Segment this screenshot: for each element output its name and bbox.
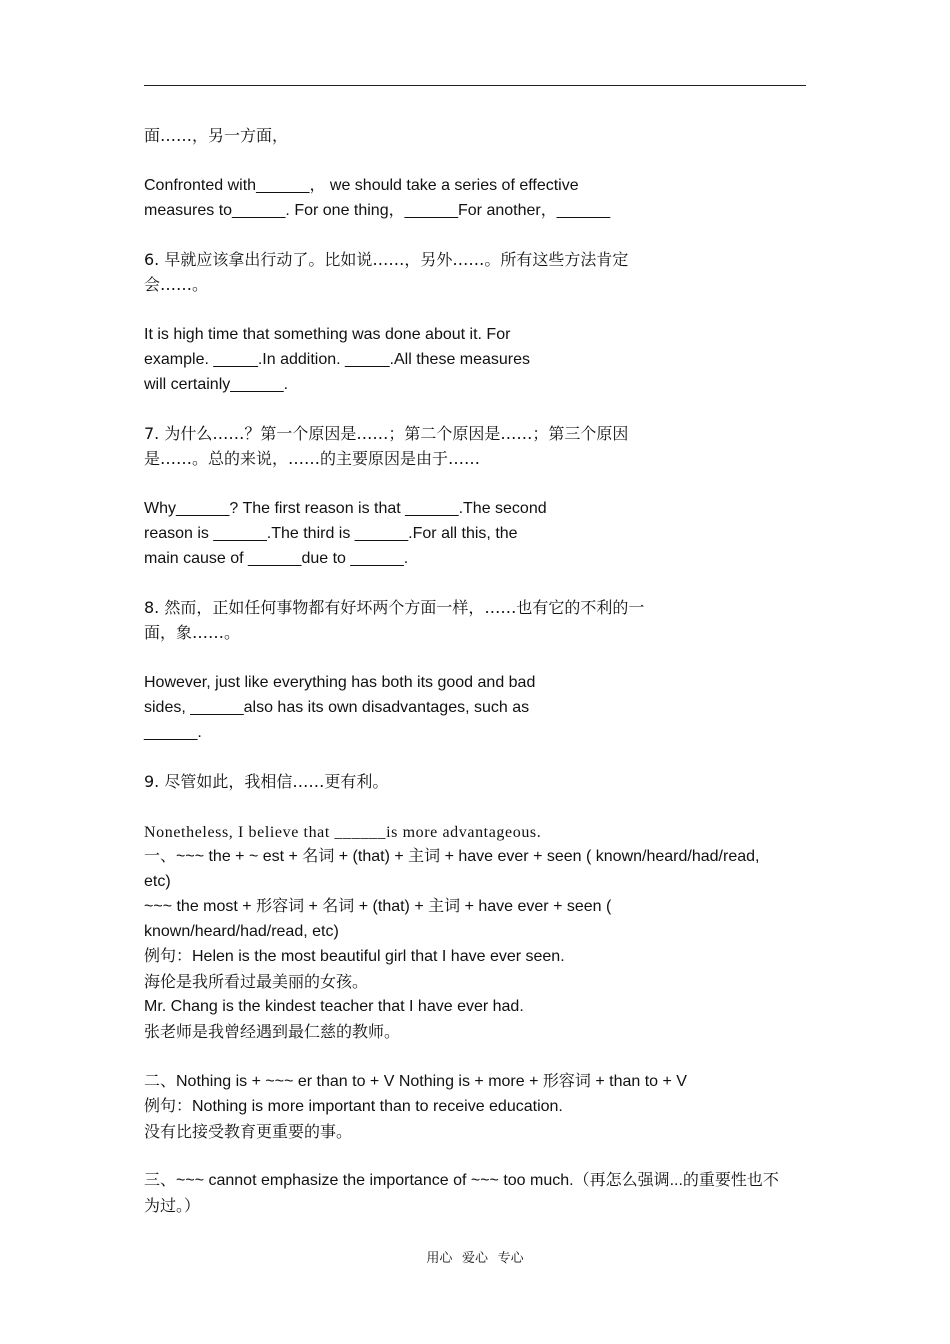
text-line: Confronted with______， we should take a series of effective (144, 177, 579, 194)
text-line: 张老师是我曾经遇到最仁慈的教师。 (144, 1022, 401, 1041)
text-line: ~~~ the most + 形容词 + 名词 + (that) + 主词 + have ever + seen ( (144, 898, 612, 915)
text-line: sides, ______also has its own disadvantages, such as (144, 699, 530, 716)
text-line: example. _____.In addition. _____.All these measures (144, 351, 531, 368)
text-line: 例句：Nothing is more important than to receive education. (144, 1098, 563, 1115)
text-line: known/heard/had/read, etc) (144, 923, 339, 940)
text-line: 7. 为什么……？第一个原因是……；第二个原因是……；第三个原因 (144, 424, 629, 443)
page-footer: 用心 爱心 专心 (426, 1250, 524, 1265)
text-line: reason is ______.The third is ______.For all this, the (144, 525, 518, 542)
text-line: 三、~~~ cannot emphasize the importance of ~~~ too much.（再怎么强调...的重要性也不 (144, 1172, 779, 1189)
text-line: However, just like everything has both its good and bad (144, 674, 536, 691)
text-line: 例句：Helen is the most beautiful girl that I have ever seen. (144, 948, 565, 965)
text-line: Nonetheless, I believe that ______is more advantageous. (144, 824, 542, 841)
text-line: measures to______. For one thing，______For another，______ (144, 202, 611, 219)
text-line: 8. 然而，正如任何事物都有好坏两个方面一样，……也有它的不利的一 (144, 598, 645, 617)
text-line: Why______? The first reason is that ______.The second (144, 500, 547, 517)
text-line: 二、Nothing is + ~~~ er than to + V Nothing is + more + 形容词 + than to + V (144, 1073, 687, 1090)
text-line: 面，象……。 (144, 623, 241, 642)
text-line: It is high time that something was done about it. For (144, 326, 511, 343)
text-line: 没有比接受教育更重要的事。 (144, 1122, 353, 1141)
text-line: 海伦是我所看过最美丽的女孩。 (144, 972, 369, 991)
text-line: 是……。总的来说，……的主要原因是由于…… (144, 449, 481, 468)
text-line: 一、~~~ the + ~ est + 名词 + (that) + 主词 + have ever + seen ( known/heard/had/read, (144, 848, 760, 865)
text-line: 6. 早就应该拿出行动了。比如说……，另外……。所有这些方法肯定 (144, 250, 629, 269)
text-line: 面……，另一方面， (144, 126, 289, 145)
text-line: etc) (144, 873, 171, 890)
text-line: Mr. Chang is the kindest teacher that I have ever had. (144, 998, 524, 1015)
text-line: ______. (144, 724, 202, 741)
text-line: 为过。） (144, 1196, 201, 1215)
text-line: main cause of ______due to ______. (144, 550, 409, 567)
header-rule (144, 85, 806, 86)
text-line: will certainly______. (144, 376, 289, 393)
text-line: 9. 尽管如此，我相信……更有利。 (144, 772, 389, 791)
text-line: 会……。 (144, 275, 209, 294)
